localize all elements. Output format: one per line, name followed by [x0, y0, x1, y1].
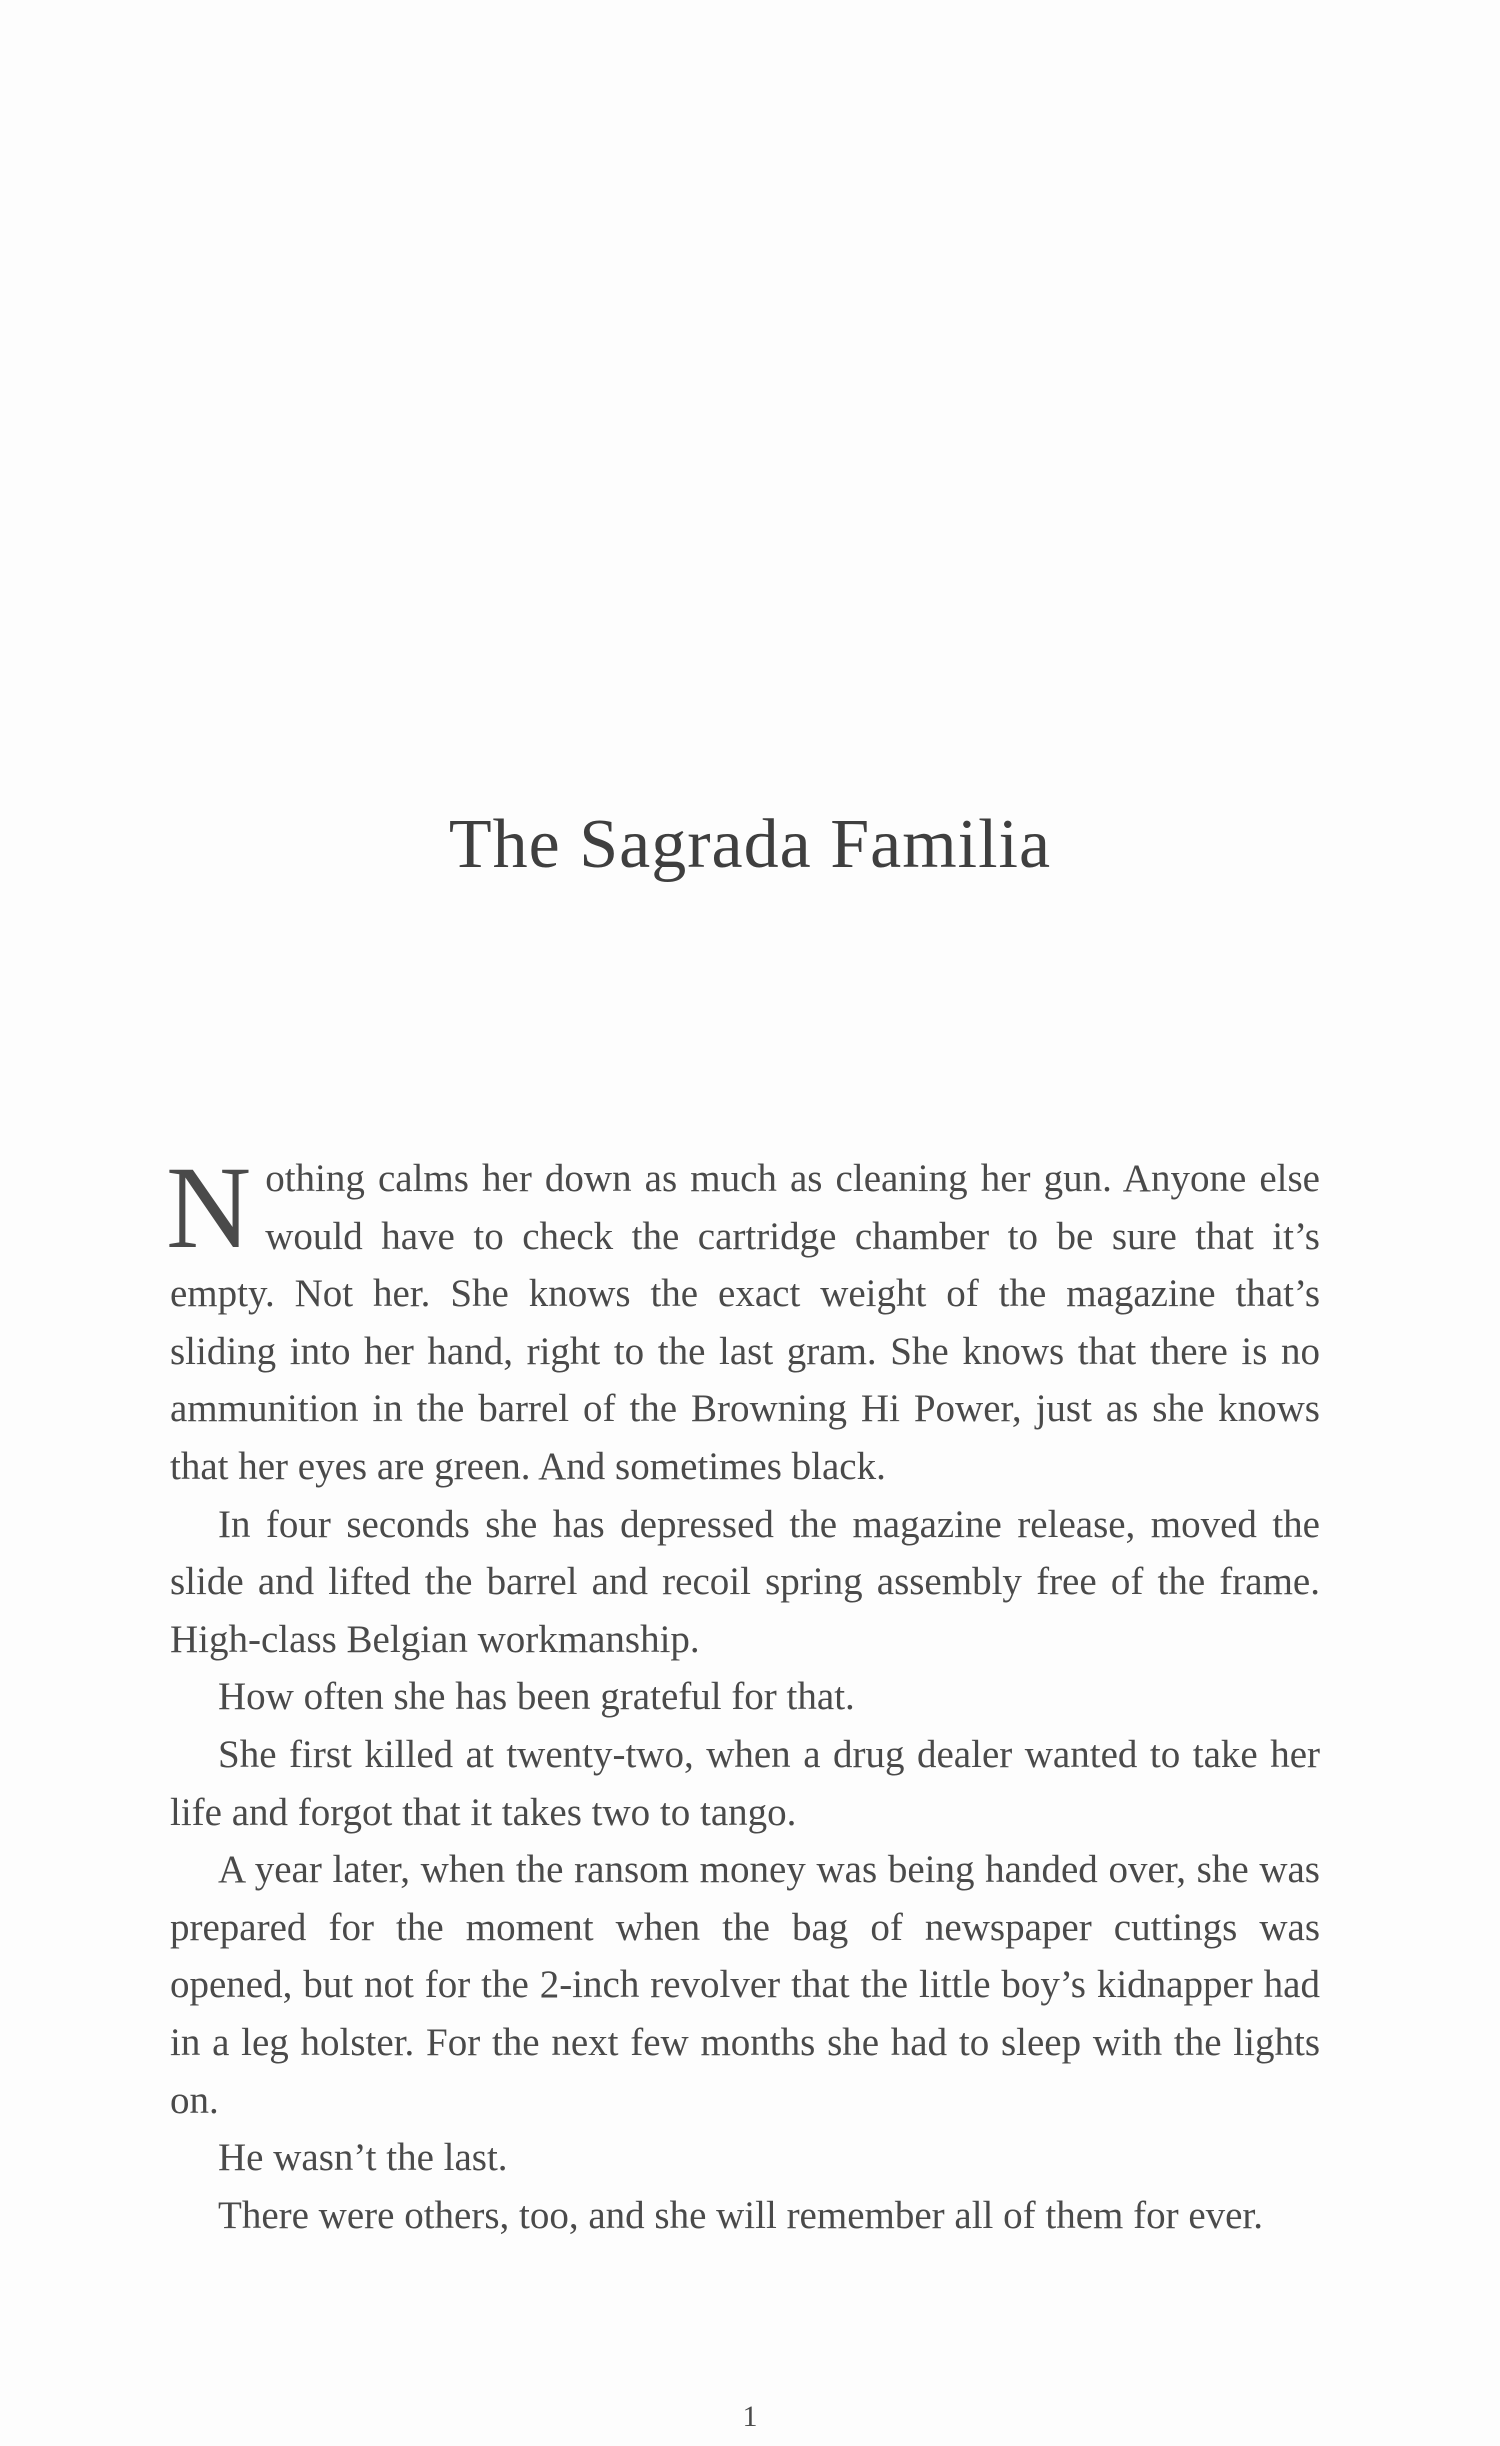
- paragraph-1: [166, 1142, 1320, 1496]
- paragraph-7: There were others, too, and she will remember all of them for ever.: [218, 2193, 1264, 2237]
- paragraph-4: She first killed at twenty-two, when a drug dealer wanted to take her life and forgot that it takes two to tango.: [170, 1732, 1320, 1834]
- drop-cap: N: [166, 1142, 252, 1273]
- chapter-title: The Sagrada Familia: [448, 806, 1052, 883]
- paragraph-1-text: othing calms her down as much as cleaning her gun. Anyone else would have to check the cartridge chamber to be sure that it’s empty. Not her. She knows the exact weight of the magazine that’s sliding into her hand, right to the last gram. She knows that there is no ammunition in the barrel of the Browning Hi Power, just as she knows that her eyes are green. And sometimes black.: [170, 1157, 1320, 1488]
- paragraph-2: In four seconds she has depressed the magazine release, moved the slide and lifted the barrel and recoil spring assembly free of the frame. High-class Belgian workmanship.: [170, 1502, 1320, 1661]
- paragraph-5: A year later, when the ransom money was being handed over, she was prepared for the moment when the bag of newspaper cuttings was opened, but not for the 2-inch revolver that the little boy’s kidnapper had in a leg holster. For the next few months she had to sleep with the lights on.: [170, 1848, 1320, 2122]
- paragraph-3: How often she has been grateful for that.: [218, 1675, 855, 1719]
- paragraph-6: He wasn’t the last.: [218, 2136, 508, 2180]
- page-number: 1: [742, 2400, 758, 2433]
- chapter-body: [166, 1142, 1320, 2244]
